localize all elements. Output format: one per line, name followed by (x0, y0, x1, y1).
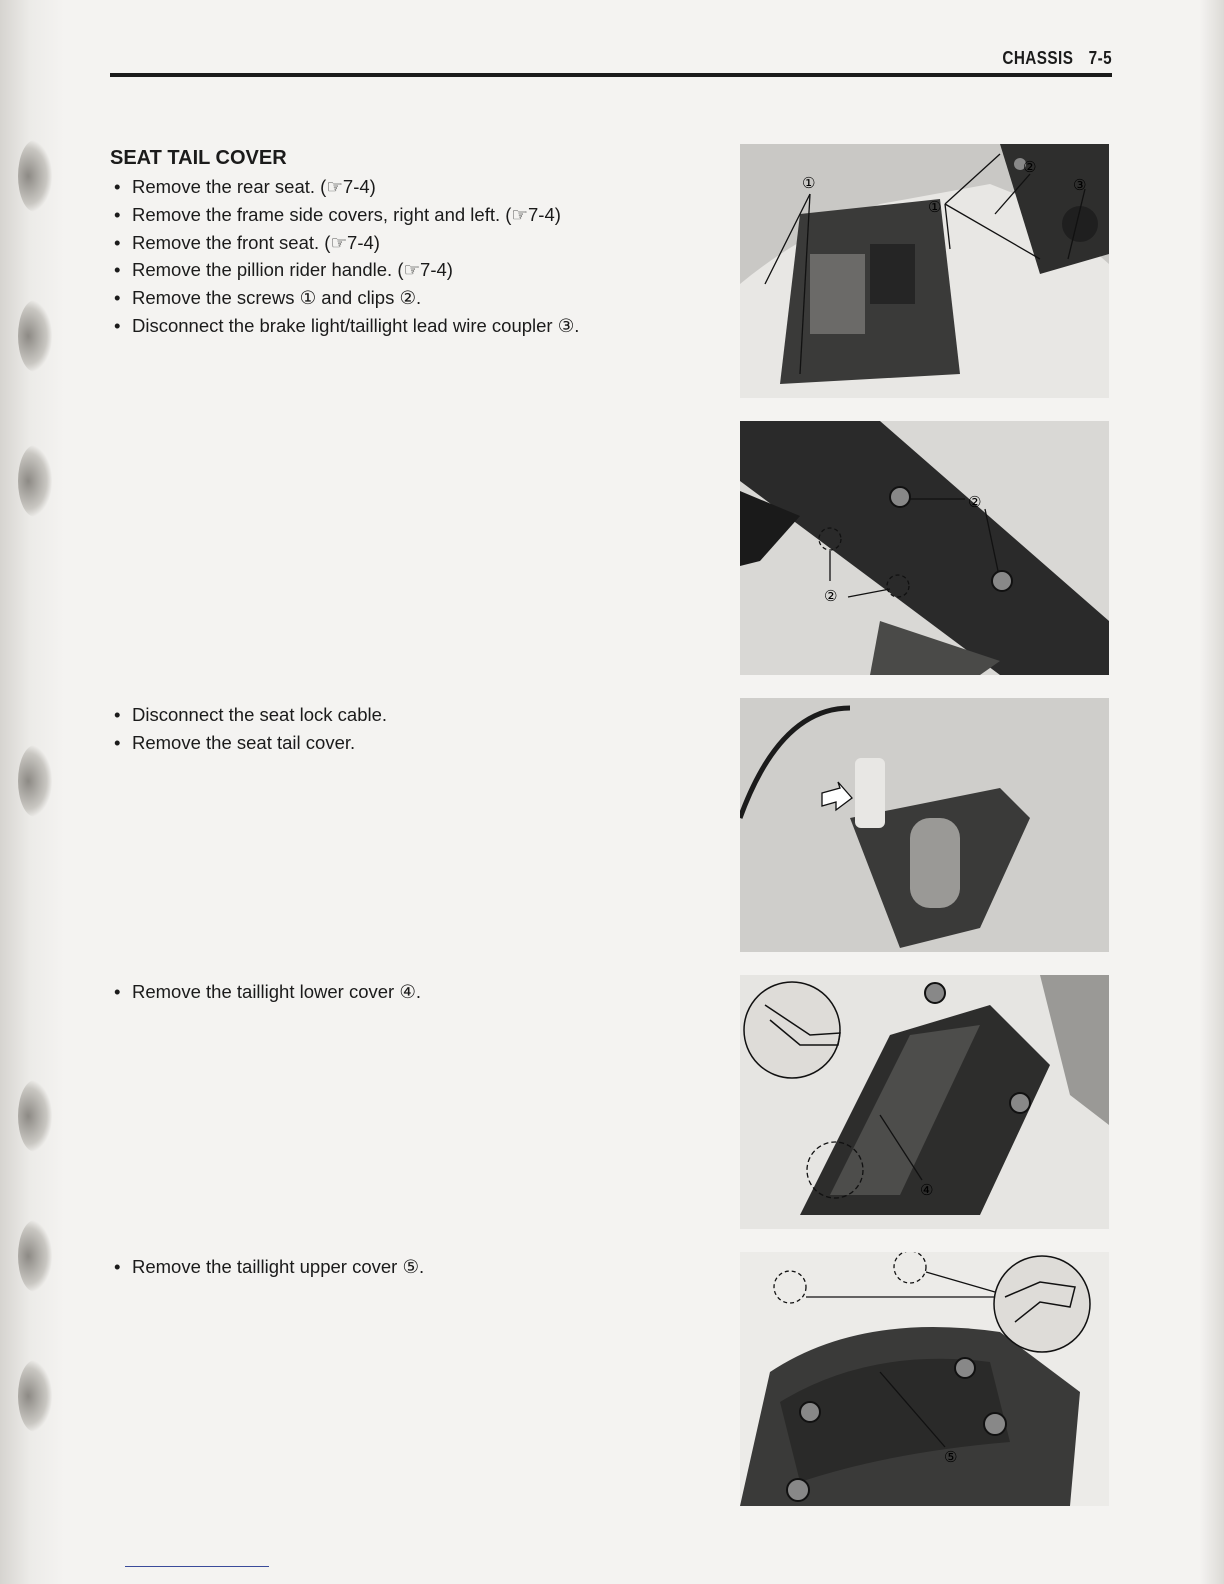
callout-4: ④ (920, 1181, 934, 1199)
header-rule (110, 73, 1112, 77)
binder-hole (18, 1220, 52, 1292)
step-item: • Remove the screws ① and clips ②. (114, 287, 422, 309)
callout-2b: ② (824, 587, 838, 605)
step-list-3 (114, 978, 421, 1006)
section-title: SEAT TAIL COVER (110, 147, 287, 169)
step-item: • Remove the frame side covers, right and left. (☞7-4) (114, 203, 561, 225)
step-list-1 (114, 173, 579, 340)
binder-hole (18, 1360, 52, 1432)
footer-rule (125, 1566, 269, 1567)
callout-2a: ② (968, 493, 982, 511)
binder-hole (18, 1080, 52, 1152)
binder-hole (18, 745, 52, 817)
photo-taillight-upper-cover-illustration (740, 1252, 1109, 1506)
step-item: • Disconnect the brake light/taillight lead wire coupler ③. (114, 314, 580, 336)
photo-seat-lock-cable (740, 698, 1109, 952)
photo-taillight-upper-cover (740, 1252, 1109, 1506)
step-item: • Remove the taillight lower cover ④. (114, 981, 422, 1002)
callout-5: ⑤ (944, 1448, 958, 1466)
step-item: • Remove the taillight upper cover ⑤. (114, 1256, 425, 1277)
step-item: • Disconnect the seat lock cable. (114, 704, 388, 725)
photo-taillight-lower-cover (740, 975, 1109, 1229)
step-list-4 (114, 1253, 424, 1281)
binder-hole (18, 300, 52, 372)
photo-clips-illustration (740, 421, 1109, 675)
step-list-2 (114, 701, 387, 757)
step-item: • Remove the front seat. (☞7-4) (114, 231, 380, 253)
binder-edge (0, 0, 64, 1584)
page-right-edge (1200, 0, 1224, 1584)
binder-hole (18, 445, 52, 517)
header-section: CHASSIS (1002, 48, 1074, 68)
photo-taillight-lower-cover-illustration (740, 975, 1109, 1229)
photo-clips (740, 421, 1109, 675)
callout-1b: ① (928, 198, 942, 216)
photo-seat-area (740, 144, 1109, 398)
callout-3: ③ (1073, 176, 1087, 194)
step-item: • Remove the rear seat. (☞7-4) (114, 176, 376, 197)
step-item: • Remove the pillion rider handle. (☞7-4) (114, 259, 453, 281)
header-page-number: 7-5 (1088, 48, 1112, 68)
photo-seat-lock-cable-illustration (740, 698, 1109, 952)
callout-2: ② (1023, 158, 1037, 176)
photo-seat-area-illustration (740, 144, 1109, 398)
running-header (1002, 48, 1112, 69)
binder-hole (18, 140, 52, 212)
step-item: • Remove the seat tail cover. (114, 731, 356, 753)
callout-1a: ① (802, 174, 816, 192)
